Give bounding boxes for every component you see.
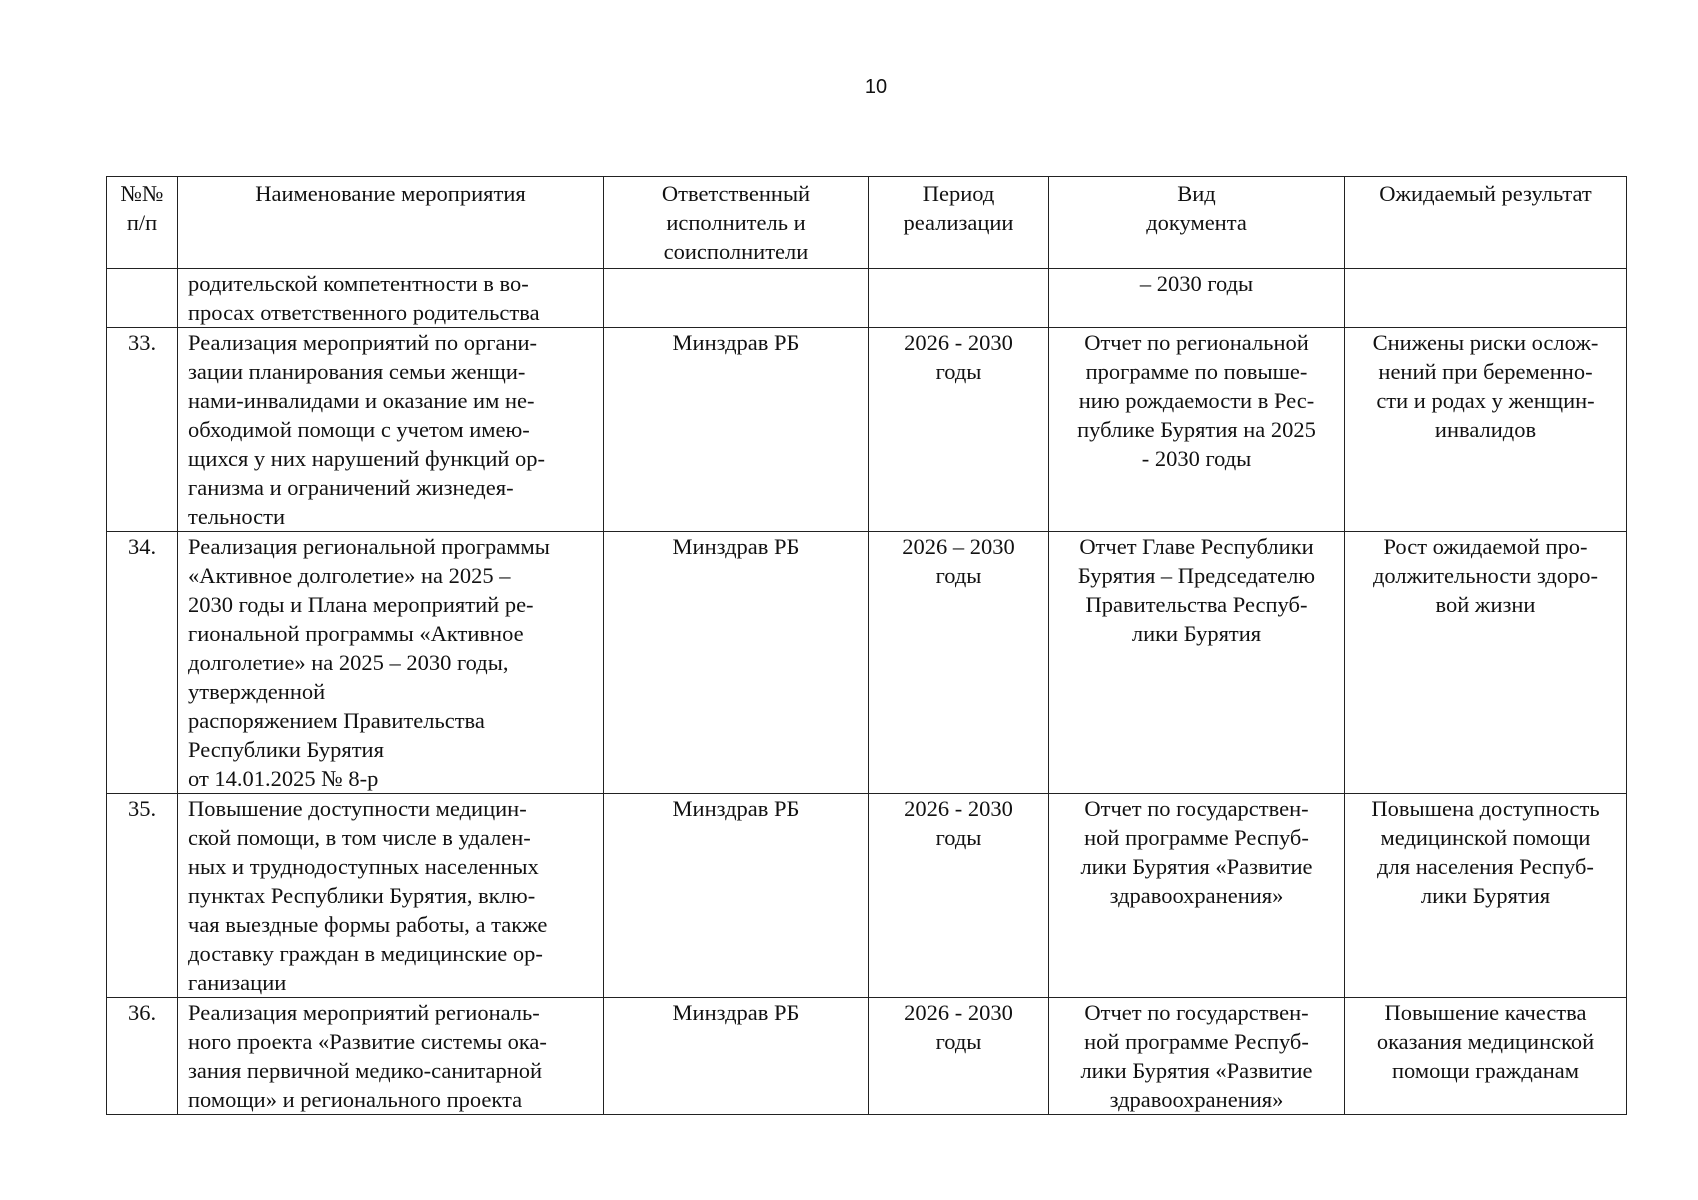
- page-number: 10: [864, 76, 888, 98]
- row-name-cell: Реализация мероприятий по органи- зации планирования семьи женщи- нами-инвалидами и оказание им не- обходимой помощи с учетом имею- щихся у них нарушений функций ор- ганизма и ограничений жизнедея- тельности: [178, 328, 604, 532]
- row-period-cell: 2026 - 2030 годы: [869, 328, 1049, 532]
- row-num-cell: [107, 269, 178, 328]
- row-executor-cell: [604, 269, 869, 328]
- row-num-cell: 35.: [107, 794, 178, 998]
- row-executor-cell: Минздрав РБ: [604, 794, 869, 998]
- row-period-cell: [869, 269, 1049, 328]
- table-row: [107, 269, 1627, 328]
- row-name-cell: Реализация мероприятий региональ- ного проекта «Развитие системы ока- зания первичной медико-санитарной помощи» и регионального проекта: [178, 998, 604, 1115]
- row-result-cell: Снижены риски ослож- нений при беременно- сти и родах у женщин- инвалидов: [1345, 328, 1627, 532]
- row-executor-cell: Минздрав РБ: [604, 532, 869, 794]
- row-name-cell: Повышение доступности медицин- ской помощи, в том числе в удален- ных и труднодоступных населенных пунктах Республики Бурятия, вклю- чая выездные формы работы, а также доставку граждан в медицинские ор- ганизации: [178, 794, 604, 998]
- row-name-cell: Реализация региональной программы «Активное долголетие» на 2025 – 2030 годы и Плана мероприятий ре- гиональной программы «Активное долголетие» на 2025 – 2030 годы, утвержденной распоряжением Правительства Республики Бурятия от 14.01.2025 № 8-р: [178, 532, 604, 794]
- row-result-cell: [1345, 269, 1627, 328]
- header-num: №№ п/п: [107, 177, 178, 269]
- header-doc: Вид документа: [1049, 177, 1345, 269]
- row-doc-cell: Отчет по государствен- ной программе Респуб- лики Бурятия «Развитие здравоохранения»: [1049, 998, 1345, 1115]
- row-result-cell: Повышение качества оказания медицинской помощи гражданам: [1345, 998, 1627, 1115]
- row-doc-cell: Отчет Главе Республики Бурятия – Председателю Правительства Респуб- лики Бурятия: [1049, 532, 1345, 794]
- row-doc-cell: – 2030 годы: [1049, 269, 1345, 328]
- row-name-cell: родительской компетентности в во- просах ответственного родительства: [178, 269, 604, 328]
- table-row: [107, 328, 1627, 532]
- table-row: [107, 794, 1627, 998]
- table-row: [107, 998, 1627, 1115]
- row-result-cell: Повышена доступность медицинской помощи для населения Респуб- лики Бурятия: [1345, 794, 1627, 998]
- table-row: [107, 532, 1627, 794]
- row-doc-cell: Отчет по региональной программе по повыше- нию рождаемости в Рес- публике Бурятия на 2025 - 2030 годы: [1049, 328, 1345, 532]
- row-executor-cell: Минздрав РБ: [604, 998, 869, 1115]
- row-result-cell: Рост ожидаемой про- должительности здоро- вой жизни: [1345, 532, 1627, 794]
- header-result: Ожидаемый результат: [1345, 177, 1627, 269]
- events-table: [106, 176, 1627, 1115]
- row-num-cell: 34.: [107, 532, 178, 794]
- header-name: Наименование мероприятия: [178, 177, 604, 269]
- header-executor: Ответственный исполнитель и соисполнители: [604, 177, 869, 269]
- row-executor-cell: Минздрав РБ: [604, 328, 869, 532]
- row-num-cell: 33.: [107, 328, 178, 532]
- table-header-row: [107, 177, 1627, 269]
- row-doc-cell: Отчет по государствен- ной программе Респуб- лики Бурятия «Развитие здравоохранения»: [1049, 794, 1345, 998]
- row-period-cell: 2026 - 2030 годы: [869, 998, 1049, 1115]
- row-num-cell: 36.: [107, 998, 178, 1115]
- row-period-cell: 2026 – 2030 годы: [869, 532, 1049, 794]
- row-period-cell: 2026 - 2030 годы: [869, 794, 1049, 998]
- header-period: Период реализации: [869, 177, 1049, 269]
